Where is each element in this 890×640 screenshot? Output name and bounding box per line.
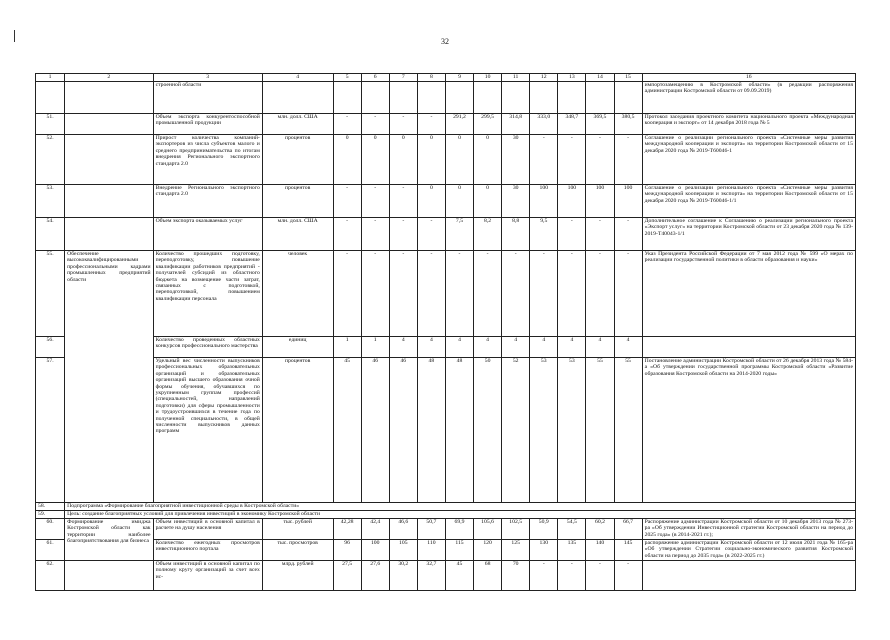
value-cell: 369,5 <box>586 114 614 135</box>
value-cell: - <box>558 218 586 251</box>
value-cell: 0 <box>361 135 389 185</box>
unit-cell: млрд. рублей <box>262 561 333 591</box>
table-row <box>36 135 856 185</box>
value-cell: 42,4 <box>361 519 389 540</box>
unit-cell: млн. долл. США <box>262 114 333 135</box>
row-number: 53. <box>36 185 65 218</box>
value-cell: - <box>389 114 417 135</box>
value-cell: - <box>361 114 389 135</box>
source-document: Дополнительное соглашение к Соглашению о реализации регионального проекта «Экспорт услуг» на территории Костромской области от 23 декабря 2020 года № 139-2019-Т40043-1/1 <box>642 218 855 251</box>
value-cell: - <box>586 561 614 591</box>
row-number: 57. <box>36 358 65 503</box>
value-cell: 0 <box>474 185 502 218</box>
unit-cell: млн. долл. США <box>262 218 333 251</box>
page-number: 32 <box>441 37 449 46</box>
column-number: 14 <box>586 74 614 82</box>
column-number: 12 <box>530 74 558 82</box>
value-cell: 30,2 <box>389 561 417 591</box>
task-cell: Обеспечение высококвалифицированными профессиональными кадрами промышленных предприятий области <box>65 251 153 503</box>
value-cell: 0 <box>333 135 361 185</box>
value-cell: 110 <box>417 540 445 561</box>
section-text: Цель: создание благоприятных условий для привлечения инвестиций в экономику Костромской области <box>65 511 856 519</box>
value-cell: - <box>614 561 642 591</box>
column-number: 3 <box>153 74 262 82</box>
value-cell: - <box>333 251 361 337</box>
source-document <box>642 337 855 358</box>
value-cell: 4 <box>586 337 614 358</box>
value-cell: 50,9 <box>530 519 558 540</box>
value-cell: 46 <box>361 358 389 503</box>
column-number: 9 <box>445 74 473 82</box>
task-cell <box>65 114 153 135</box>
value-cell <box>389 82 417 114</box>
column-number: 2 <box>65 74 153 82</box>
value-cell: 4 <box>445 337 473 358</box>
value-cell: - <box>558 561 586 591</box>
section-text: Подпрограмма «Формирование благоприятной инвестиционной среды в Костромской области» <box>65 503 856 511</box>
value-cell: 105 <box>389 540 417 561</box>
value-cell: 8,8 <box>502 218 530 251</box>
value-cell: 27,5 <box>333 561 361 591</box>
value-cell: 0 <box>417 135 445 185</box>
source-document: Соглашение о реализации регионального проекта «Системные меры развития международной кооперации и экспорта» на территории Костромской области от 15 декабря 2020 года № 2019-Т60046-1 <box>642 135 855 185</box>
value-cell: - <box>614 135 642 185</box>
value-cell: - <box>417 251 445 337</box>
source-document: Соглашение о реализации регионального проекта «Системные меры развития международной кооперации и экспорта» на территории Костромской области от 15 декабря 2020 года № 2019-Т60046-1/1 <box>642 185 855 218</box>
column-number: 7 <box>389 74 417 82</box>
source-document: импортозамещению в Костромской области» (в редакции распоряжения администрации Костромской области от 09.09.2019) <box>642 82 855 114</box>
indicator-name: строенной области <box>153 82 262 114</box>
value-cell: 46,6 <box>389 519 417 540</box>
value-cell: - <box>614 251 642 337</box>
row-number: 56. <box>36 337 65 358</box>
value-cell: 105,6 <box>474 519 502 540</box>
source-document <box>642 561 855 591</box>
row-number: 51. <box>36 114 65 135</box>
value-cell: 32,7 <box>417 561 445 591</box>
row-number <box>36 82 65 114</box>
value-cell: 4 <box>530 337 558 358</box>
value-cell <box>502 82 530 114</box>
value-cell: 145 <box>614 540 642 561</box>
value-cell: 27,6 <box>361 561 389 591</box>
value-cell: 348,7 <box>558 114 586 135</box>
unit-cell: тыс. рублей <box>262 519 333 540</box>
value-cell: 314,8 <box>502 114 530 135</box>
table-row <box>36 337 856 358</box>
value-cell: 50 <box>474 358 502 503</box>
value-cell: 8,2 <box>474 218 502 251</box>
value-cell: 102,5 <box>502 519 530 540</box>
indicator-name: Объем инвестиций в основной капитал в расчете на душу населения <box>153 519 262 540</box>
value-cell: 120 <box>474 540 502 561</box>
unit-cell: тыс. просмотров <box>262 540 333 561</box>
value-cell: 115 <box>445 540 473 561</box>
table-row <box>36 251 856 337</box>
row-number: 54. <box>36 218 65 251</box>
section-row <box>36 511 856 519</box>
value-cell: - <box>361 185 389 218</box>
unit-cell <box>262 82 333 114</box>
value-cell: - <box>389 185 417 218</box>
value-cell: 291,2 <box>445 114 473 135</box>
value-cell: 135 <box>558 540 586 561</box>
row-number: 62. <box>36 561 65 591</box>
value-cell: 53 <box>558 358 586 503</box>
row-number: 52. <box>36 135 65 185</box>
value-cell: - <box>417 218 445 251</box>
value-cell: 68 <box>474 561 502 591</box>
value-cell <box>530 82 558 114</box>
indicator-name: Количество прошедших подготовку, переподготовку, повышение квалификации работников предприятий - получателей субсидий из областного бюджета на возмещение части затрат, связанных с подготовкой, переподготовкой, повышением квалификации персонала <box>153 251 262 337</box>
value-cell: - <box>333 185 361 218</box>
value-cell: 140 <box>586 540 614 561</box>
value-cell <box>474 82 502 114</box>
table-row <box>36 561 856 591</box>
table-row <box>36 185 856 218</box>
value-cell: - <box>586 218 614 251</box>
table-row <box>36 540 856 561</box>
value-cell: 380,5 <box>614 114 642 135</box>
value-cell: - <box>530 135 558 185</box>
value-cell: 60,2 <box>586 519 614 540</box>
value-cell <box>361 82 389 114</box>
value-cell: 48 <box>417 358 445 503</box>
value-cell: 55 <box>614 358 642 503</box>
value-cell: 100 <box>614 185 642 218</box>
value-cell: 0 <box>474 135 502 185</box>
value-cell: 4 <box>417 337 445 358</box>
column-number: 1 <box>36 74 65 82</box>
value-cell: 0 <box>445 135 473 185</box>
column-number: 5 <box>333 74 361 82</box>
table-row <box>36 519 856 540</box>
unit-cell: процентов <box>262 135 333 185</box>
unit-cell: процентов <box>262 185 333 218</box>
value-cell: - <box>445 251 473 337</box>
indicator-name: Удельный вес численности выпускников профессиональных образовательных организаций и образовательных организаций высшего образования очной формы обучения, обучавшихся по укрупненным группам профессий (специальностей, направлений подготовки) для сферы промышленности и трудоустроившихся в течение года по полученной специальности, в общей численности выпускников данных программ <box>153 358 262 503</box>
value-cell: 0 <box>417 185 445 218</box>
value-cell: - <box>361 251 389 337</box>
task-cell <box>65 135 153 185</box>
value-cell: 100 <box>361 540 389 561</box>
row-number: 60. <box>36 519 65 540</box>
column-number: 11 <box>502 74 530 82</box>
value-cell: 1 <box>333 337 361 358</box>
value-cell: 70 <box>502 561 530 591</box>
value-cell: 100 <box>586 185 614 218</box>
value-cell: 69,9 <box>445 519 473 540</box>
value-cell: 30 <box>502 135 530 185</box>
value-cell: 0 <box>445 185 473 218</box>
value-cell: 42,28 <box>333 519 361 540</box>
value-cell: - <box>614 218 642 251</box>
value-cell: 333,0 <box>530 114 558 135</box>
indicator-name: Объем экспорта оказываемых услуг <box>153 218 262 251</box>
value-cell: - <box>586 251 614 337</box>
source-document: Указ Президента Российской Федерации от 7 мая 2012 года № 599 «О мерах по реализации государственной политики в области образования и науки» <box>642 251 855 337</box>
value-cell: - <box>389 218 417 251</box>
value-cell <box>333 82 361 114</box>
value-cell: 54,5 <box>558 519 586 540</box>
value-cell: 66,7 <box>614 519 642 540</box>
indicator-name: Внедрение Регионального экспортного стандарта 2.0 <box>153 185 262 218</box>
value-cell <box>586 82 614 114</box>
value-cell: 0 <box>389 135 417 185</box>
table-row <box>36 358 856 503</box>
indicator-name: Количество проведенных областных конкурсов профессионального мастерства <box>153 337 262 358</box>
value-cell: 46 <box>389 358 417 503</box>
value-cell: 50,7 <box>417 519 445 540</box>
column-number: 16 <box>642 74 855 82</box>
value-cell: - <box>502 251 530 337</box>
value-cell: 45 <box>333 358 361 503</box>
value-cell: 55 <box>586 358 614 503</box>
value-cell: - <box>361 218 389 251</box>
indicator-name: Объем инвестиций в основной капитал по полному кругу организаций за счет всех ис- <box>153 561 262 591</box>
indicator-name: Объем экспорта конкурентоспособной промышленной продукции <box>153 114 262 135</box>
column-number-row <box>36 74 856 82</box>
value-cell: 4 <box>614 337 642 358</box>
column-number: 13 <box>558 74 586 82</box>
value-cell: 53 <box>530 358 558 503</box>
task-cell <box>65 218 153 251</box>
value-cell: 130 <box>530 540 558 561</box>
value-cell: 30 <box>502 185 530 218</box>
unit-cell: процентов <box>262 358 333 503</box>
indicator-name: Количество ежегодных просмотров инвестиционного портала <box>153 540 262 561</box>
value-cell: 299,5 <box>474 114 502 135</box>
column-number: 8 <box>417 74 445 82</box>
row-number: 55. <box>36 251 65 337</box>
value-cell: - <box>333 114 361 135</box>
unit-cell: человек <box>262 251 333 337</box>
value-cell: 9,5 <box>530 218 558 251</box>
value-cell: 1 <box>361 337 389 358</box>
value-cell: 4 <box>474 337 502 358</box>
value-cell: 4 <box>558 337 586 358</box>
value-cell: - <box>558 135 586 185</box>
row-number: 61. <box>36 540 65 561</box>
value-cell <box>614 82 642 114</box>
indicators-table <box>35 73 856 591</box>
table-row <box>36 218 856 251</box>
value-cell <box>445 82 473 114</box>
value-cell: 4 <box>389 337 417 358</box>
value-cell: 48 <box>445 358 473 503</box>
column-number: 6 <box>361 74 389 82</box>
task-cell: Формирование имиджа Костромской области как территории наиболее благоприятствования для бизнеса <box>65 519 153 561</box>
value-cell: - <box>333 218 361 251</box>
value-cell <box>417 82 445 114</box>
column-number: 4 <box>262 74 333 82</box>
row-number: 58. <box>36 503 65 511</box>
task-cell <box>65 561 153 591</box>
value-cell: 7,5 <box>445 218 473 251</box>
value-cell: - <box>417 114 445 135</box>
value-cell: 52 <box>502 358 530 503</box>
value-cell <box>558 82 586 114</box>
value-cell: - <box>530 251 558 337</box>
task-cell <box>65 82 153 114</box>
value-cell: - <box>586 135 614 185</box>
source-document: распоряжение администрации Костромской области от 12 июля 2021 года № 165-ра «Об утверждении Стратегии социально-экономического развития Костромской области на период до 2035 года» (в 2022-2025 гг.) <box>642 540 855 561</box>
task-cell <box>65 185 153 218</box>
section-row <box>36 503 856 511</box>
row-number: 59. <box>36 511 65 519</box>
source-document: Постановление администрации Костромской области от 26 декабря 2013 года № 584-а «Об утверждении государственной программы Костромской области «Развитие образования Костромской области на 2014-2020 годы» <box>642 358 855 503</box>
value-cell: 100 <box>530 185 558 218</box>
column-number: 10 <box>474 74 502 82</box>
value-cell: 100 <box>558 185 586 218</box>
source-document: Распоряжение администрации Костромской области от 10 декабря 2013 года № 273-ра «Об утверждении Инвестиционной стратегии Костромской области на период до 2025 года» (в 2014-2021 гг.); <box>642 519 855 540</box>
value-cell: 96 <box>333 540 361 561</box>
column-number: 15 <box>614 74 642 82</box>
value-cell: - <box>530 561 558 591</box>
indicator-name: Прирост количества компаний-экспортеров из числа субъектов малого и среднего предпринимательства по итогам внедрения Регионального экспортного стандарта 2.0 <box>153 135 262 185</box>
table-row <box>36 82 856 114</box>
value-cell: - <box>474 251 502 337</box>
source-document: Протокол заседания проектного комитета национального проекта «Международная кооперация и экспорт» от 14 декабря 2018 года № 5 <box>642 114 855 135</box>
value-cell: 125 <box>502 540 530 561</box>
value-cell: 4 <box>502 337 530 358</box>
value-cell: - <box>558 251 586 337</box>
value-cell: 45 <box>445 561 473 591</box>
table-row <box>36 114 856 135</box>
unit-cell: единиц <box>262 337 333 358</box>
value-cell: - <box>389 251 417 337</box>
